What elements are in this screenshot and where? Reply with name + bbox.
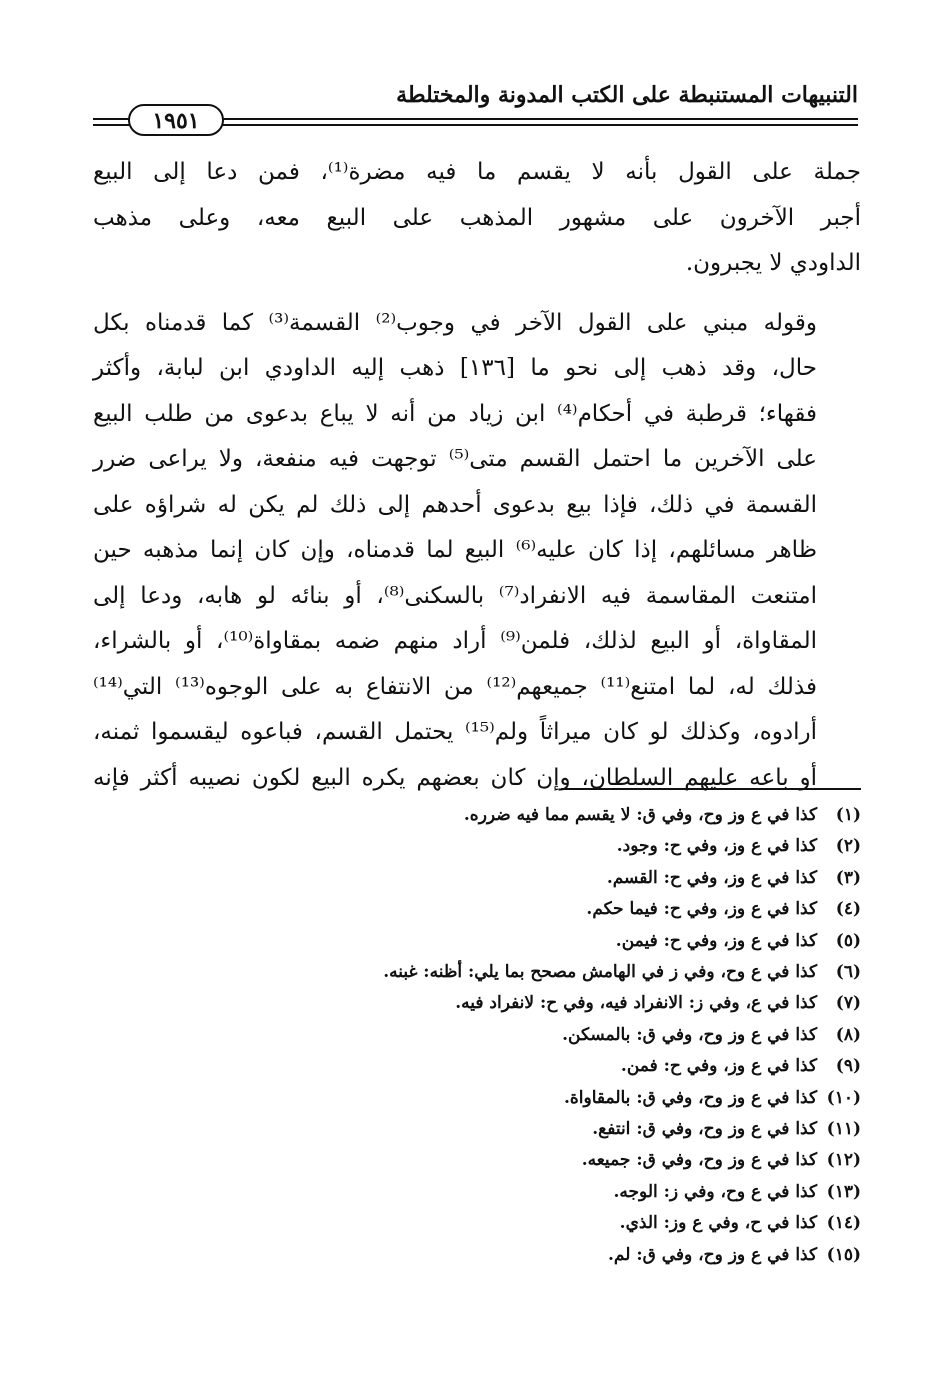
footnote-text: كذا في ع وز وح، وفي ق: بالمقاواة. <box>563 1087 818 1108</box>
footnote-text: كذا في ع وز، وفي ح: وجود. <box>616 836 818 857</box>
footnote-number: (٢) <box>835 836 861 857</box>
footnote <box>161 863 861 894</box>
footnote-text: كذا في ع وز، وفي ح: فيمن. <box>615 930 818 951</box>
paragraph-1 <box>93 150 861 287</box>
footnote-text: كذا في ع وز وح، وفي ق: لا يقسم مما فيه ضرره. <box>463 805 818 825</box>
text-line: المقاواة، أو البيع لذلك، فلمن⁽⁹⁾ أراد منهم ضمه بمقاواة⁽¹⁰⁾، أو بالشراء، <box>93 628 817 654</box>
text-line: فذلك له، لما امتنع⁽¹¹⁾ جميعهم⁽¹²⁾ من الانتفاع به على الوجوه⁽¹³⁾ التي⁽¹⁴⁾ <box>93 673 817 700</box>
footnote-number: (١٢) <box>826 1150 861 1171</box>
footnote-text: كذا في ع وز وح، وفي ق: انتفع. <box>592 1119 818 1140</box>
footnote-text: كذا في ع وح، وفي ز: الوجه. <box>613 1181 818 1202</box>
text-line: وقوله مبني على القول الآخر في وجوب⁽²⁾ القسمة⁽³⁾ كما قدمناه بكل <box>93 309 817 336</box>
footnote <box>161 800 861 831</box>
footnote-text: كذا في ع وز، وفي ح: فمن. <box>620 1056 818 1077</box>
page-number: ١٩٥١ <box>128 104 224 136</box>
running-header-title: التنبيهات المستنبطة على الكتب المدونة والمختلطة <box>396 82 858 108</box>
footnote-number: (١٠) <box>826 1087 861 1108</box>
footnote-text: كذا في ع وز، وفي ح: فيما حكم. <box>586 899 818 920</box>
footnote <box>161 1208 861 1239</box>
footnote-text: كذا في ع وز وح، وفي ق: جميعه. <box>581 1150 818 1171</box>
text-line: على الآخرين ما احتمل القسم متى⁽⁵⁾ توجهت فيه منفعة، ولا يراعى ضرر <box>93 446 817 472</box>
footnote-text: كذا في ع وز وح، وفي ق: بالمسكن. <box>562 1024 818 1045</box>
text-line: القسمة في ذلك، فإذا بيع بدعوى أحدهم إلى ذلك لم يكن له شراؤه على <box>93 491 817 518</box>
footnote-number: (١٣) <box>826 1181 861 1202</box>
main-text <box>93 150 861 801</box>
footnote-number: (٩) <box>835 1056 861 1077</box>
footnote-number: (٦) <box>835 962 861 983</box>
footnote <box>161 1114 861 1145</box>
footnote-number: (٧) <box>835 993 861 1014</box>
footnote <box>161 988 861 1019</box>
footnote <box>161 957 861 988</box>
footnote-number: (١٤) <box>826 1213 861 1234</box>
footnote-number: (١١) <box>826 1119 861 1140</box>
text-line: امتنعت المقاسمة فيه الانفراد⁽⁷⁾ بالسكنى⁽⁸⁾، أو بنائه لو هابه، ودعا إلى <box>93 582 817 609</box>
footnote <box>161 926 861 957</box>
footnote <box>161 1083 861 1114</box>
text-line: أو باعه عليهم السلطان، وإن كان بعضهم يكره البيع لكون نصيبه أكثر فإنه <box>93 764 817 791</box>
footnote-text: كذا في ع وز، وفي ح: القسم. <box>606 867 818 888</box>
footnote <box>161 1051 861 1082</box>
footnote-number: (١٥) <box>826 1244 861 1265</box>
footnote-text: كذا في ع وز وح، وفي ق: لم. <box>607 1244 818 1265</box>
footnote-text: كذا في ح، وفي ع وز: الذي. <box>619 1213 818 1234</box>
footnote-text: كذا في ع، وفي ز: الانفراد فيه، وفي ح: لانفراد فيه. <box>455 993 818 1014</box>
footnote-number: (٨) <box>835 1024 861 1045</box>
text-line: فقهاء؛ قرطبة في أحكام⁽⁴⁾ ابن زياد من أنه لا يباع بدعوى من طلب البيع <box>93 400 817 427</box>
text-line: أرادوه، وكذلك لو كان ميراثاً ولم⁽¹⁵⁾ يحتمل القسم، فباعوه ليقسموا ثمنه، <box>93 719 817 745</box>
footnotes-list <box>161 800 861 1271</box>
footnote <box>161 1020 861 1051</box>
footnote-number: (١) <box>835 805 861 825</box>
footnote-number: (٥) <box>835 930 861 951</box>
footnote <box>161 1145 861 1176</box>
footnote-text: كذا في ع وح، وفي ز في الهامش مصحح بما يلي: أظنه: غبنه. <box>383 962 818 983</box>
text-line: حال، وقد ذهب إلى نحو ما [١٣٦] ذهب إليه الداودي ابن لبابة، وأكثر <box>93 355 817 381</box>
footnote <box>161 894 861 925</box>
paragraph-2 <box>93 301 861 802</box>
text-line: ظاهر مسائلهم، إذا كان عليه⁽⁶⁾ البيع لما قدمناه، وإن كان إنما مذهبه حين <box>93 537 817 563</box>
footnote <box>161 1177 861 1208</box>
footnote <box>161 1240 861 1271</box>
text-line: أجبر الآخرون على مشهور المذهب على البيع معه، وعلى مذهب <box>93 204 861 231</box>
footnote <box>161 831 861 862</box>
text-line: جملة على القول بأنه لا يقسم ما فيه مضرة⁽¹⁾، فمن دعا إلى البيع <box>93 159 861 185</box>
footnote-number: (٤) <box>835 899 861 920</box>
footnote-separator <box>561 788 861 790</box>
text-line: الداودي لا يجبرون. <box>685 250 861 276</box>
footnote-number: (٣) <box>835 867 861 888</box>
